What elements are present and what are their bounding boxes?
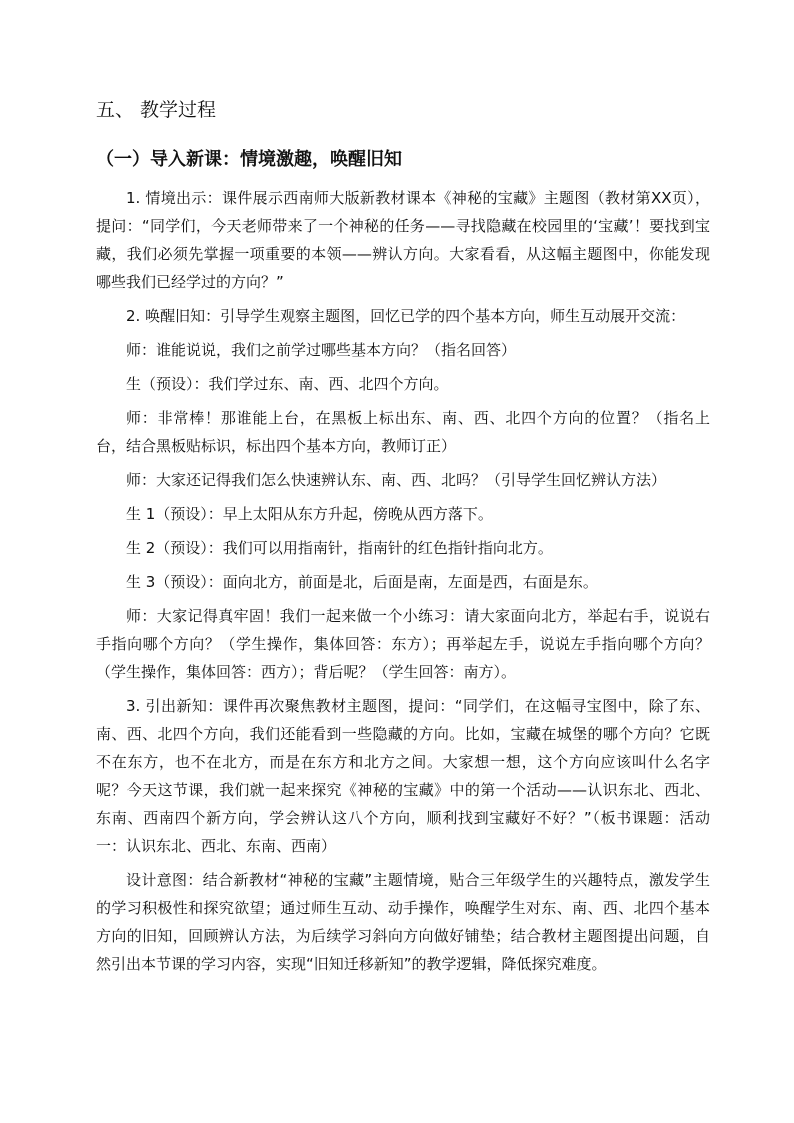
document-page: [96, 96, 710, 984]
dialogue-line: 生 3（预设）：面向北方，前面是北，后面是南，左面是西，右面是东。: [126, 573, 598, 591]
dialogue-line: 师：大家还记得我们怎么快速辨认东、南、西、北吗？（引导学生回忆辨认方法）: [126, 471, 667, 489]
dialogue-line: 生 2（预设）：我们可以用指南针，指南针的红色指针指向北方。: [126, 539, 553, 557]
dialogue-line: 生 1（预设）：早上太阳从东方升起，傍晚从西方落下。: [126, 505, 493, 523]
paragraph-new-knowledge: 3. 引出新知：课件再次聚焦教材主题图，提问：“同学们，在这幅寻宝图中，除了东、南、西、北四个方向，我们还能看到一些隐藏的方向。比如，宝藏在城堡的哪个方向？它既不在东方，也不在北方，而是在东方和北方之间。大家想一想，这个方向应该叫什么名字呢？今天这节课，我们就一起来探究《神秘的宝藏》中的第一个活动——认识东北、西北、东南、西南四个新方向，学会辨认这八个方向，顺利找到宝藏好不好？”（板书课题：活动一：认识东北、西北、东南、西南）: [96, 697, 710, 855]
paragraph-design-intent: 设计意图：结合新教材“神秘的宝藏”主题情境，贴合三年级学生的兴趣特点，激发学生的学习积极性和探究欲望；通过师生互动、动手操作，唤醒学生对东、南、西、北四个基本方向的旧知，回顾辨认方法，为后续学习斜向方向做好铺垫；结合教材主题图提出问题，自然引出本节课的学习内容，实现“旧知迁移新知”的教学逻辑，降低探究难度。: [96, 871, 710, 973]
section-title: 五、 教学过程: [96, 99, 217, 121]
subsection-title: （一）导入新课：情境激趣，唤醒旧知: [96, 149, 402, 170]
dialogue-line: 师：大家记得真牢固！我们一起来做一个小练习：请大家面向北方，举起右手，说说右手指向哪个方向？（学生操作，集体回答：东方）；再举起左手，说说左手指向哪个方向？（学生操作，集体回答：西方）；背后呢？（学生回答：南方）。: [96, 607, 710, 681]
dialogue-line: 生（预设）：我们学过东、南、西、北四个方向。: [126, 375, 449, 393]
dialogue-line: 师：谁能说说，我们之前学过哪些基本方向？（指名回答）: [126, 341, 517, 359]
dialogue-line: 师：非常棒！那谁能上台，在黑板上标出东、南、西、北四个方向的位置？（指名上台，结合黑板贴标识，标出四个基本方向，教师订正）: [96, 409, 710, 455]
paragraph-situation: 1. 情境出示：课件展示西南师大版新教材课本《神秘的宝藏》主题图（教材第XX页），提问：“同学们，今天老师带来了一个神秘的任务——寻找隐藏在校园里的‘宝藏’！要找到宝藏，我们必须先掌握一项重要的本领——辨认方向。大家看看，从这幅主题图中，你能发现哪些我们已经学过的方向？”: [96, 189, 710, 291]
paragraph-recall: 2. 唤醒旧知：引导学生观察主题图，回忆已学的四个基本方向，师生互动展开交流：: [126, 307, 686, 325]
